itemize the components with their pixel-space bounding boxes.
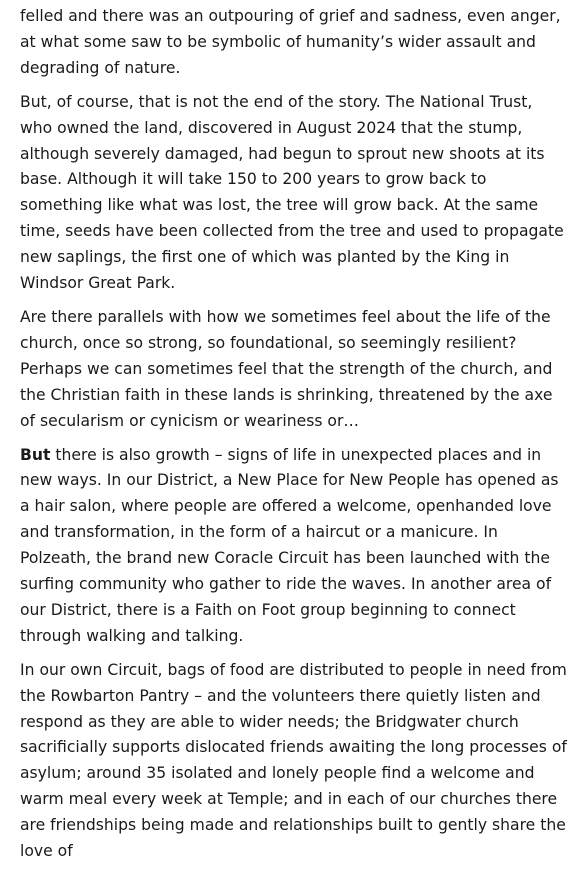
paragraph-4-text: there is also growth – signs of life in unexpected places and in new ways. In our District, a New Place for New People has opened as a hair salon, where people are offered a welcome, openhanded love and transformation, in the form of a haircut or a manicure. In Polzeath, the brand new Coracle Circuit has been launched with the surfing community who gather to ride the waves. In another area of our District, there is a Faith on Foot group beginning to connect through walking and talking. [20,445,559,645]
paragraph-3-text: Are there parallels with how we sometimes feel about the life of the church, once so strong, so foundational, so seemingly resilient? Perhaps we can sometimes feel that the strength of the church, and the Christian faith in these lands is shrinking, threatened by the axe of secularism or cynicism or weariness or… [20,307,553,430]
paragraph-2 [20,90,568,297]
paragraph-5 [20,658,568,865]
document-page [20,4,568,873]
paragraph-4 [20,443,568,650]
paragraph-1-text: felled and there was an outpouring of grief and sadness, even anger, at what some saw to be symbolic of humanity’s wider assault and degrading of nature. [20,7,561,77]
paragraph-5-text: In our own Circuit, bags of food are distributed to people in need from the Rowbarton Pantry – and the volunteers there quietly listen and respond as they are able to wider needs; the Bridgwater church sacrificially supports dislocated friends awaiting the long processes of asylum; around 35 isolated and lonely people find a welcome and warm meal every week at Temple; and in each of our churches there are friendships being made and relationships built to gently share the love of [20,660,567,861]
paragraph-3 [20,305,568,435]
paragraph-4-lead: But [20,445,51,464]
paragraph-2-text: But, of course, that is not the end of the story. The National Trust, who owned the land, discovered in August 2024 that the stump, although severely damaged, had begun to sprout new shoots at its base. Although it will take 150 to 200 years to grow back to something like what was lost, the tree will grow back. At the same time, seeds have been collected from the tree and used to propagate new saplings, the first one of which was planted by the King in Windsor Great Park. [20,92,564,293]
paragraph-1 [20,4,568,82]
